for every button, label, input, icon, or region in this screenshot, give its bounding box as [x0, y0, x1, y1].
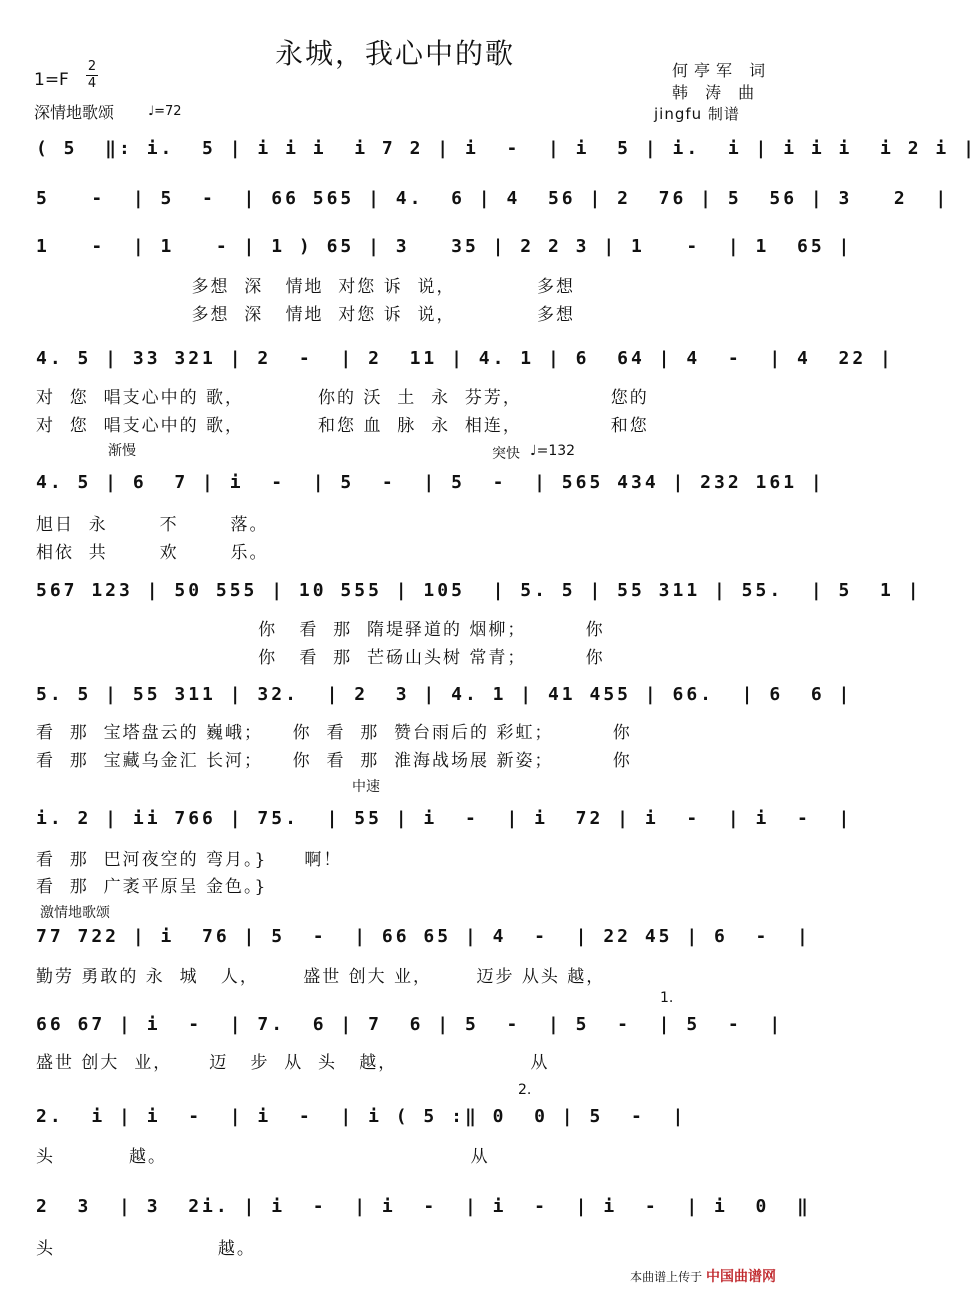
volta-2: 2. — [518, 1082, 532, 1098]
lyric-line: 你 看 那 芒砀山头树 常青； 你 — [36, 648, 605, 668]
ritardando-mark: 渐慢 — [108, 443, 136, 459]
lyric-line: 相依 共 欢 乐。 — [36, 543, 269, 563]
lyric-line: 勤劳 勇敢的 永 城 人， 盛世 创大 业， 迈步 从头 越， — [36, 967, 606, 987]
notes: 5. 5 | 55 311 | 32. | 2 3 | 4. 1 | 41 455 | 66. | 6 6 | — [36, 684, 853, 705]
time-signature — [86, 60, 98, 91]
lyric-line: 看 那 广袤平原呈 金色。} — [36, 877, 268, 897]
notation-row-8 — [36, 808, 853, 836]
site-logo[interactable]: 中国曲谱网 — [706, 1269, 776, 1285]
notation-row-6 — [36, 580, 922, 608]
composer-credit: 韩 涛 曲 — [672, 83, 761, 102]
moderato-mark: 中速 — [352, 779, 380, 795]
lyric-line: 看 那 宝塔盘云的 巍峨； 你 看 那 赞台雨后的 彩虹； 你 — [36, 723, 632, 743]
expression-mark-passionate: 激情地歌颂 — [40, 905, 110, 921]
key-signature: 1=F — [34, 70, 69, 90]
tempo-mark: ♩=72 — [148, 104, 182, 119]
notes: 567 123 | 50 555 | 10 555 | 105 | 5. 5 | 55 311 | 55. | 5 1 | — [36, 580, 922, 601]
notes: ( 5 ‖: i. 5 | i i i i 7 2 | i - | i 5 | i. i | i i i i 2 i | — [36, 138, 977, 159]
faster-mark: 突快 — [492, 446, 520, 462]
notes: 5 - | 5 - | 66 565 | 4. 6 | 4 56 | 2 76 | 5 56 | 3 2 | — [36, 188, 950, 209]
lyric-line: 盛世 创大 业， 迈 步 从 头 越， 从 — [36, 1053, 550, 1073]
lyricist-credit: 何亭军 词 — [672, 61, 772, 80]
expression-mark: 深情地歌颂 — [34, 103, 115, 122]
notation-row-2 — [36, 188, 950, 216]
notation-row-10 — [36, 1014, 784, 1042]
lyric-line: 对 您 唱支心中的 歌， 你的 沃 土 永 芬芳， 您的 — [36, 388, 649, 408]
meter-bottom: 4 — [87, 76, 97, 91]
notes: i. 2 | ii 766 | 75. | 55 | i - | i 72 | i - | i - | — [36, 808, 853, 829]
notation-row-5 — [36, 472, 825, 500]
meter-top: 2 — [87, 59, 97, 74]
lyric-line: 看 那 巴河夜空的 弯月。} 啊！ — [36, 850, 343, 870]
lyric-line: 旭日 永 不 落。 — [36, 515, 269, 535]
notation-row-7 — [36, 684, 853, 712]
lyric-line: 头 越。 从 — [36, 1147, 490, 1167]
volta-1: 1. — [660, 990, 674, 1006]
lyric-line: 多想 深 情地 对您 诉 说， 多想 — [36, 277, 575, 297]
notation-row-3 — [36, 236, 853, 264]
notes: 77 722 | i 76 | 5 - | 66 65 | 4 - | 22 45 | 6 - | — [36, 926, 811, 947]
notes: 2. i | i - | i - | i ( 5 :‖ 0 0 | 5 - | — [36, 1106, 687, 1127]
notation-row-11 — [36, 1106, 760, 1134]
notes: 1 - | 1 - | 1 ) 65 | 3 35 | 2 2 3 | 1 - | 1 65 | — [36, 236, 853, 257]
song-title: 永城，我心中的歌 — [274, 37, 515, 70]
upload-note: 本曲谱上传于 — [630, 1270, 703, 1284]
notes: 66 67 | i - | 7. 6 | 7 6 | 5 - | 5 - | 5 - | — [36, 1014, 784, 1035]
notation-row-12 — [36, 1196, 811, 1224]
lyric-line: 你 看 那 隋堤驿道的 烟柳； 你 — [36, 620, 605, 640]
engraver-credit: jingfu 制谱 — [654, 105, 740, 123]
notation-row-9 — [36, 926, 811, 954]
lyric-line: 对 您 唱支心中的 歌， 和您 血 脉 永 相连， 和您 — [36, 416, 649, 436]
notation-row-4 — [36, 348, 894, 376]
footer-credit — [630, 1266, 776, 1286]
notation-row-1 — [36, 138, 977, 166]
lyric-line: 多想 深 情地 对您 诉 说， 多想 — [36, 305, 575, 325]
lyric-line: 头 越。 — [36, 1239, 256, 1259]
notes: 4. 5 | 6 7 | i - | 5 - | 5 - | 565 434 | 232 161 | — [36, 472, 825, 493]
notes: 4. 5 | 33 321 | 2 - | 2 11 | 4. 1 | 6 64 | 4 - | 4 22 | — [36, 348, 894, 369]
lyric-line: 看 那 宝藏乌金汇 长河； 你 看 那 淮海战场展 新姿； 你 — [36, 751, 632, 771]
faster-tempo: ♩=132 — [530, 443, 576, 459]
notes: 2 3 | 3 2i. | i - | i - | i - | i - | i 0 ‖ — [36, 1196, 811, 1217]
